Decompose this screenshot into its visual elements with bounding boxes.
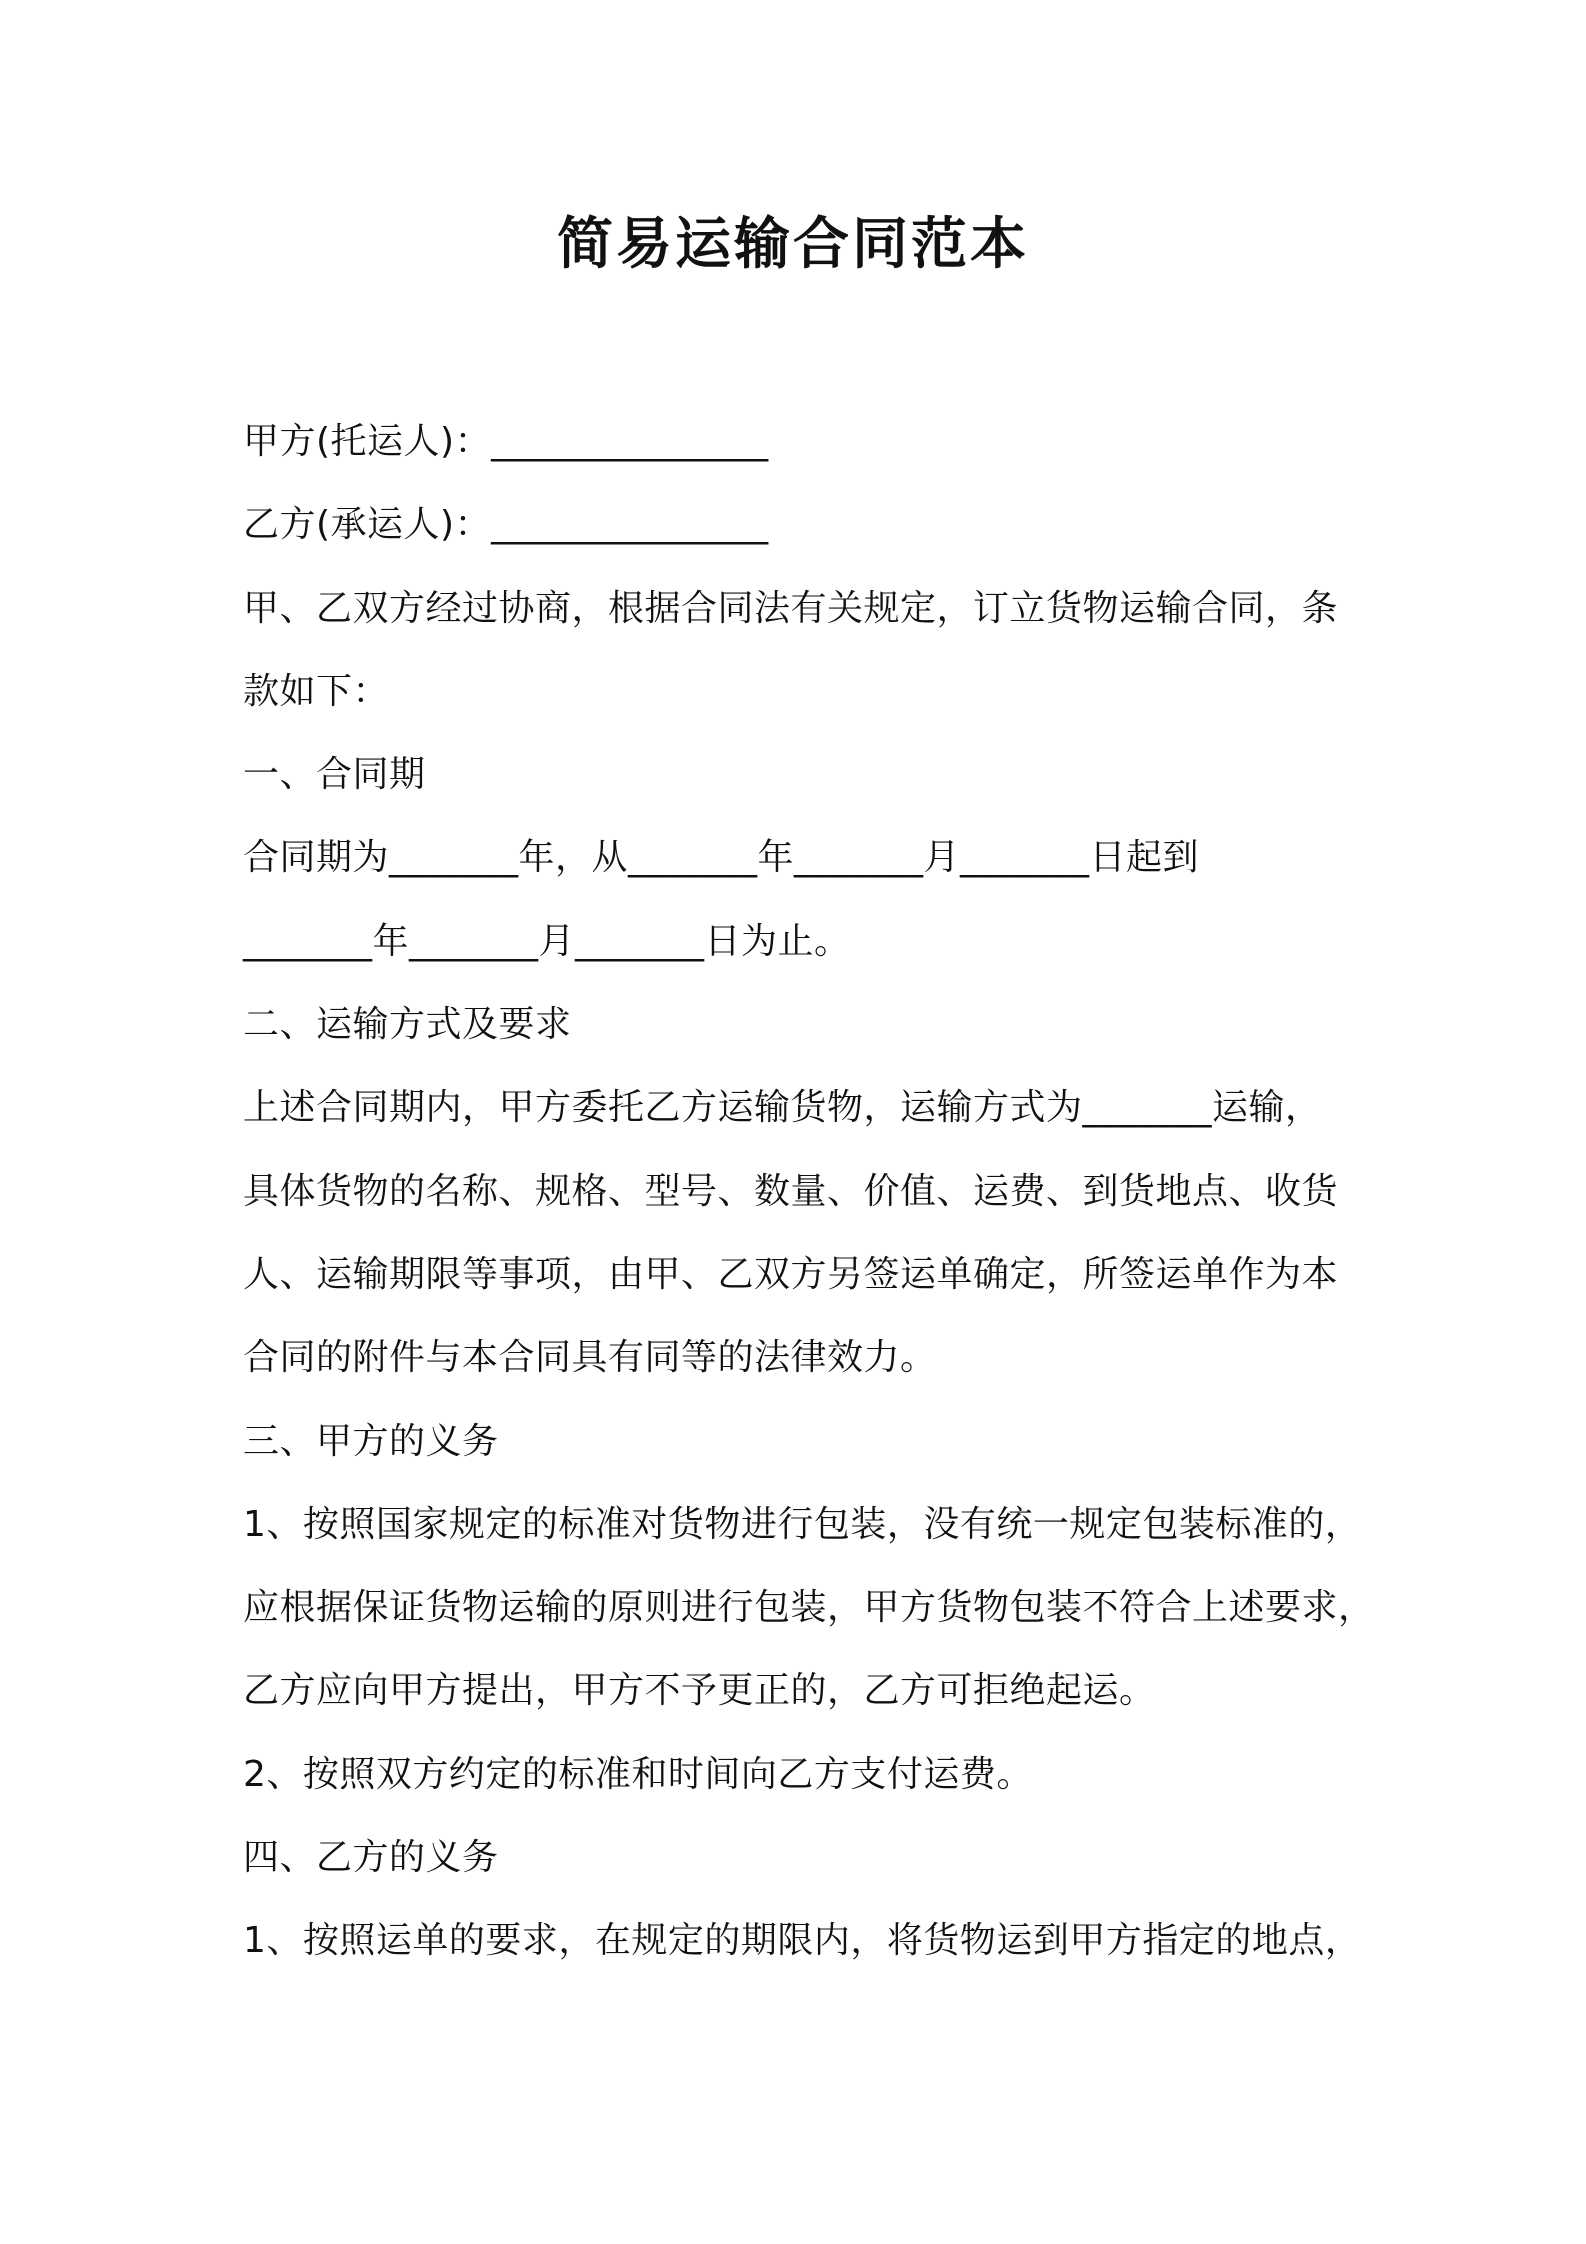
section-heading: 四、乙方的义务 — [243, 1837, 499, 1879]
paragraph-line: 应根据保证货物运输的原则进行包装，甲方货物包装不符合上述要求， — [243, 1587, 1375, 1629]
paragraph-line: _______年_______月_______日为止。 — [243, 920, 851, 962]
section-heading: 三、甲方的义务 — [243, 1420, 499, 1462]
document-body — [243, 400, 1373, 1983]
paragraph-line: 1、按照运单的要求，在规定的期限内，将货物运到甲方指定的地点， — [243, 1920, 1362, 1962]
paragraph-line: 合同的附件与本合同具有同等的法律效力。 — [243, 1337, 937, 1379]
intro-line: 款如下： — [243, 670, 390, 712]
paragraph-line: 1、按照国家规定的标准对货物进行包装，没有统一规定包装标准的， — [243, 1503, 1362, 1545]
section-heading: 二、运输方式及要求 — [243, 1004, 572, 1046]
paragraph-line: 人、运输期限等事项，由甲、乙双方另签运单确定，所签运单作为本 — [243, 1253, 1339, 1295]
section-heading: 一、合同期 — [243, 754, 426, 796]
party-b-line: 乙方(承运人)：_______________ — [243, 504, 769, 546]
document-title: 简易运输合同范本 — [557, 212, 1029, 277]
paragraph-line: 具体货物的名称、规格、型号、数量、价值、运费、到货地点、收货 — [243, 1170, 1339, 1212]
paragraph-line: 上述合同期内，甲方委托乙方运输货物，运输方式为_______运输， — [243, 1087, 1322, 1129]
paragraph-line: 乙方应向甲方提出，甲方不予更正的，乙方可拒绝起运。 — [243, 1670, 1156, 1712]
intro-line: 甲、乙双方经过协商，根据合同法有关规定，订立货物运输合同，条 — [243, 587, 1339, 629]
party-a-line: 甲方(托运人)：_______________ — [243, 421, 769, 462]
paragraph-line: 合同期为_______年，从_______年_______月_______日起到 — [243, 837, 1200, 879]
paragraph-line: 2、按照双方约定的标准和时间向乙方支付运费。 — [243, 1753, 1033, 1795]
